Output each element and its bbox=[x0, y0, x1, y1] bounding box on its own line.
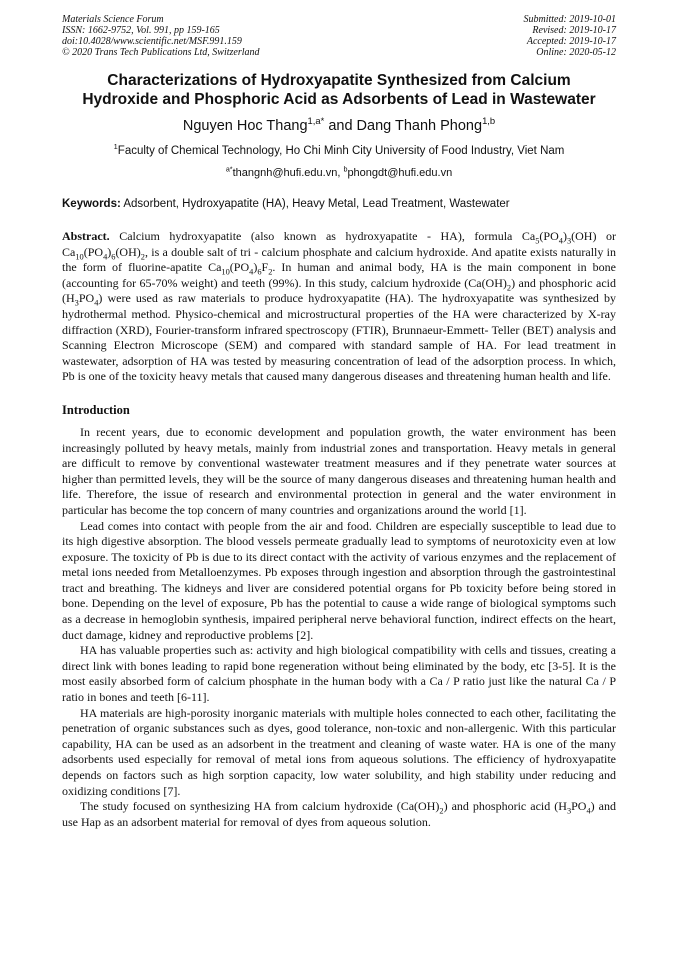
journal-doi: doi:10.4028/www.scientific.net/MSF.991.159 bbox=[62, 36, 242, 47]
formula-subscript: 3 bbox=[566, 236, 572, 246]
author-list bbox=[62, 117, 616, 135]
abstract bbox=[62, 229, 616, 385]
journal-copyright: © 2020 Trans Tech Publications Ltd, Switzerland bbox=[62, 47, 260, 58]
keywords-text: Adsorbent, Hydroxyapatite (HA), Heavy Metal, Lead Treatment, Wastewater bbox=[120, 198, 510, 210]
formula-subscript: 6 bbox=[111, 251, 116, 261]
formula-subscript: 3 bbox=[566, 806, 572, 816]
formula-text: PO bbox=[571, 799, 587, 814]
intro-paragraph: HA has valuable properties such as: activity and high biological compatibility with cells and tissues, creating a direct link with bones leading to rapid bone regeneration without being eliminated by the body, etc [3-5]. It is the most easily absorbed form of calcium phosphate in the human body with a Ca / P ratio just like the natural Ca / P ratio in bones and teeth [6-11]. bbox=[62, 643, 616, 705]
keywords bbox=[62, 197, 616, 211]
abstract-label: Abstract. bbox=[62, 229, 110, 243]
intro-paragraph: In recent years, due to economic development and population growth, the water environment has been increasingly polluted by heavy metals, mainly from industrial zones and transportation. Heavy metals in general are difficult to remove by conventional wastewater treatment measures and if they penetrate water sources at higher than permitted levels, they will be the source of many dangerous diseases and threatening human health and life. Therefore, the issue of research and environmental protection in general and the water environment in particular has become the top concern of many countries and organizations around the world [1]. bbox=[62, 424, 616, 517]
journal-header bbox=[62, 14, 616, 58]
formula-subscript: 4 bbox=[103, 251, 108, 261]
email-link[interactable]: thangnh@hufi.edu.vn bbox=[232, 167, 338, 179]
paper-page bbox=[62, 14, 616, 830]
abstract-text: ) and phosphoric acid (H bbox=[62, 275, 616, 306]
affiliation-mark: 1 bbox=[113, 142, 118, 152]
intro-paragraph: HA materials are high-porosity inorganic materials with multiple holes connected to each other, facilitating the penetration of organic substances such as dyes, good tolerance, non-toxic and non-allergenic. With this particular capability, HA can be used as an adsorbent in the treatment and cleaning of waste water. HA is one of the many adsorbents used especially for removal of metal ions from aqueous solutions. The efficiency of hydroxyapatite depends on factors such as high sorption capacity, low water solubility, and high stability under reducing and oxidizing conditions [7]. bbox=[62, 705, 616, 798]
formula-text: ) bbox=[562, 229, 567, 243]
author-joiner: and bbox=[324, 118, 357, 134]
formula-subscript: 2 bbox=[140, 251, 145, 261]
author-name: Nguyen Hoc Thang bbox=[182, 118, 308, 134]
journal-name: Materials Science Forum bbox=[62, 14, 164, 25]
formula-subscript: 10 bbox=[221, 267, 230, 277]
email-separator: , bbox=[337, 167, 344, 179]
affiliation-text: Faculty of Chemical Technology, Ho Chi Minh City University of Food Industry, Viet Nam bbox=[117, 145, 565, 157]
introduction-body bbox=[62, 425, 616, 830]
formula-text: ) bbox=[253, 260, 258, 275]
abstract-text: ) were used as raw materials to produce hydroxyapatite (HA). The hydroxyapatite was synthesized by hydrothermal method. Physico-chemical and microstructural properties of the HA were characterized by X-ray diffraction (XRD), Fourier-transform infrared spectroscopy (FTIR), Brunnaeur-Emmett- Teller (BET) analysis and Scanning Electron Microscope (SEM) and compared with standard sample of HA. For lead treatment in wastewater, adsorption of HA was tested by measuring concentration of lead of the adsorption process. In which, Pb is one of the toxicity heavy metals that caused many dangerous diseases and threatening human health and life. bbox=[62, 291, 616, 384]
paper-title bbox=[62, 71, 616, 109]
title-line-2: Hydroxide and Phosphoric Acid as Adsorbents of Lead in Wastewater bbox=[82, 91, 596, 108]
author-emails bbox=[62, 166, 616, 180]
date-online: Online: 2020-05-12 bbox=[536, 47, 616, 58]
formula-subscript: 2 bbox=[268, 267, 273, 277]
formula-subscript: 4 bbox=[249, 267, 254, 277]
formula-subscript: 2 bbox=[506, 283, 512, 293]
formula-text: (OH) bbox=[115, 244, 141, 259]
title-line-1: Characterizations of Hydroxyapatite Synthesized from Calcium bbox=[107, 72, 571, 89]
abstract-text: . In human and animal body, HA is the main component in bone (accounting for 65-70% weight) and teeth (99%). In this study, calcium hydroxide (Ca(OH) bbox=[62, 260, 616, 290]
date-submitted: Submitted: 2019-10-01 bbox=[523, 14, 616, 25]
formula-text: F bbox=[261, 260, 269, 275]
date-accepted: Accepted: 2019-10-17 bbox=[526, 36, 616, 47]
formula-text: Ca bbox=[62, 244, 76, 259]
author-name: Dang Thanh Phong bbox=[356, 118, 483, 134]
formula-subscript: 2 bbox=[439, 806, 444, 816]
affiliation bbox=[62, 144, 616, 158]
submission-dates bbox=[524, 14, 617, 58]
author-affil-mark: 1,a* bbox=[307, 115, 325, 127]
formula-text: (PO bbox=[83, 244, 104, 259]
formula-subscript: 3 bbox=[74, 298, 79, 308]
abstract-text: Calcium hydroxyapatite (also known as hydroxyapatite - HA), formula Ca bbox=[109, 229, 536, 243]
intro-paragraph bbox=[62, 799, 616, 830]
paragraph-text: The study focused on synthesizing HA from calcium hydroxide (Ca(OH) bbox=[80, 799, 440, 814]
paragraph-text: ) and use Hap as an adsorbent material for removal of dyes from aqueous solution. bbox=[62, 799, 616, 829]
formula-text: PO bbox=[78, 291, 95, 306]
formula-text: (OH) or bbox=[571, 229, 616, 243]
formula-subscript: 4 bbox=[586, 806, 591, 816]
intro-paragraph: Lead comes into contact with people from the air and food. Children are especially susceptible to lead due to its high digestive absorption. The blood vessels permeate gradually lead to symptoms of neurotoxicity even at low exposure. The toxicity of Pb is due to its direct contact with the activity of various enzymes and the replacement of metal ions needed from Metalloenzymes. Pb exposes through ingestion and absorption through the gastrointestinal tract and breathing. The kidneys and liver are considered potential organs for Pb toxicity before being stored in bone. Depending on the level of exposure, Pb has the potential to cause a wide range of biological symptoms such as a decrease in hemoglobin synthesis, impaired peripheral nerve behavioral function, indirect effects on the heart, duct damage, kidney and reproductive problems [2]. bbox=[62, 518, 616, 642]
email-link[interactable]: phongdt@hufi.edu.vn bbox=[347, 167, 453, 179]
formula-subscript: 5 bbox=[535, 236, 540, 246]
keywords-label: Keywords: bbox=[62, 198, 121, 210]
journal-issn: ISSN: 1662-9752, Vol. 991, pp 159-165 bbox=[62, 25, 220, 36]
formula-text: ) bbox=[107, 244, 112, 259]
author-affil-mark: 1,b bbox=[482, 115, 496, 127]
email-mark: a* bbox=[225, 165, 233, 174]
formula-text: (PO bbox=[539, 229, 559, 243]
date-revised: Revised: 2019-10-17 bbox=[532, 25, 616, 36]
formula-subscript: 10 bbox=[75, 251, 84, 261]
email-mark: b bbox=[343, 165, 348, 174]
abstract-text: , is a double salt of tri - calcium phosphate and calcium hydroxide. And apatite exists naturally in the form of fluorine-apatite Ca bbox=[62, 244, 616, 275]
formula-text: (PO bbox=[229, 260, 250, 275]
formula-subscript: 6 bbox=[257, 267, 262, 277]
formula-subscript: 4 bbox=[558, 236, 563, 246]
journal-info bbox=[62, 14, 260, 58]
section-heading-introduction: Introduction bbox=[62, 402, 130, 417]
formula-subscript: 4 bbox=[94, 298, 99, 308]
paragraph-text: ) and phosphoric acid (H bbox=[443, 799, 567, 814]
